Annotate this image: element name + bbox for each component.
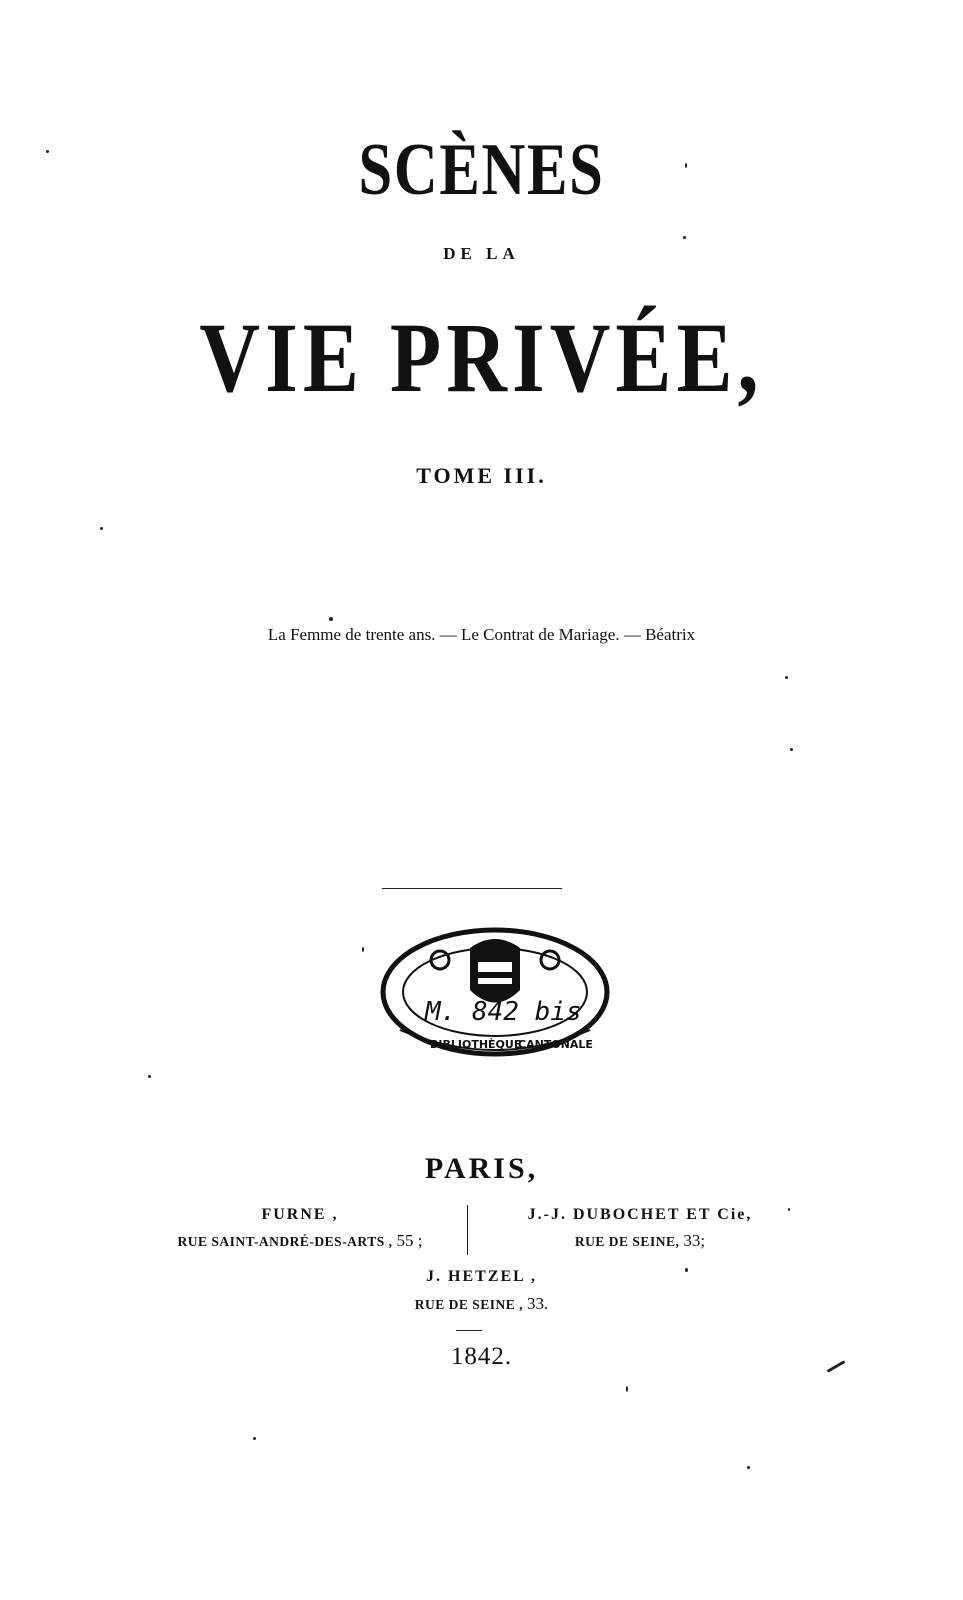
publisher-right-address-line [490, 1231, 790, 1251]
scan-speck [626, 1386, 628, 1392]
scan-speck [253, 1437, 256, 1440]
title-line-scenes: SCÈNES [358, 129, 605, 211]
scan-speck [685, 163, 687, 168]
publisher-left-address: RUE SAINT-ANDRÉ-DES-ARTS , [177, 1234, 393, 1249]
contents-list: La Femme de trente ans. — Le Contrat de Mariage. — Béatrix [267, 625, 696, 644]
publisher-bottom-address-line [0, 1294, 963, 1314]
publication-year: 1842. [450, 1343, 513, 1370]
scan-speck [148, 1075, 151, 1078]
stamp-ring-text-left: BIBLIOTHÈQUE [430, 1038, 522, 1051]
scan-speck [362, 947, 364, 952]
publisher-left-number: 55 ; [396, 1231, 423, 1250]
scan-speck [46, 150, 49, 153]
scan-speck [747, 1466, 750, 1469]
publisher-bottom-number: 33. [527, 1294, 549, 1313]
publisher-bottom-name: J. HETZEL , [426, 1268, 537, 1285]
library-stamp-seal [370, 920, 620, 1065]
scan-speck [790, 748, 793, 751]
scan-speck [685, 1268, 688, 1272]
publisher-divider [467, 1205, 468, 1255]
volume-number: TOME III. [416, 463, 547, 488]
separator-rule [382, 888, 562, 889]
scan-speck [785, 676, 788, 679]
scan-speck [100, 527, 103, 530]
publisher-right-name: J.-J. DUBOCHET ET Cie, [527, 1206, 753, 1223]
title-line-de-la: DE LA [443, 244, 520, 263]
scan-speck [788, 1208, 790, 1211]
publisher-left-name: FURNE , [261, 1206, 339, 1223]
stamp-shelfmark: M. 842 bis [425, 997, 582, 1027]
title-line-vie-privee: VIE PRIVÉE, [199, 302, 764, 413]
short-rule [456, 1330, 482, 1331]
publisher-right-number: 33; [683, 1231, 706, 1250]
scan-speck [329, 617, 333, 621]
publisher-right-address: RUE DE SEINE, [574, 1234, 680, 1249]
imprint-city: PARIS, [424, 1152, 539, 1185]
scan-speck [683, 236, 686, 239]
publisher-left-address-line [150, 1231, 450, 1251]
stamp-ring-text-right: CANTONALE [518, 1038, 593, 1051]
publisher-bottom-address: RUE DE SEINE , [414, 1297, 524, 1312]
